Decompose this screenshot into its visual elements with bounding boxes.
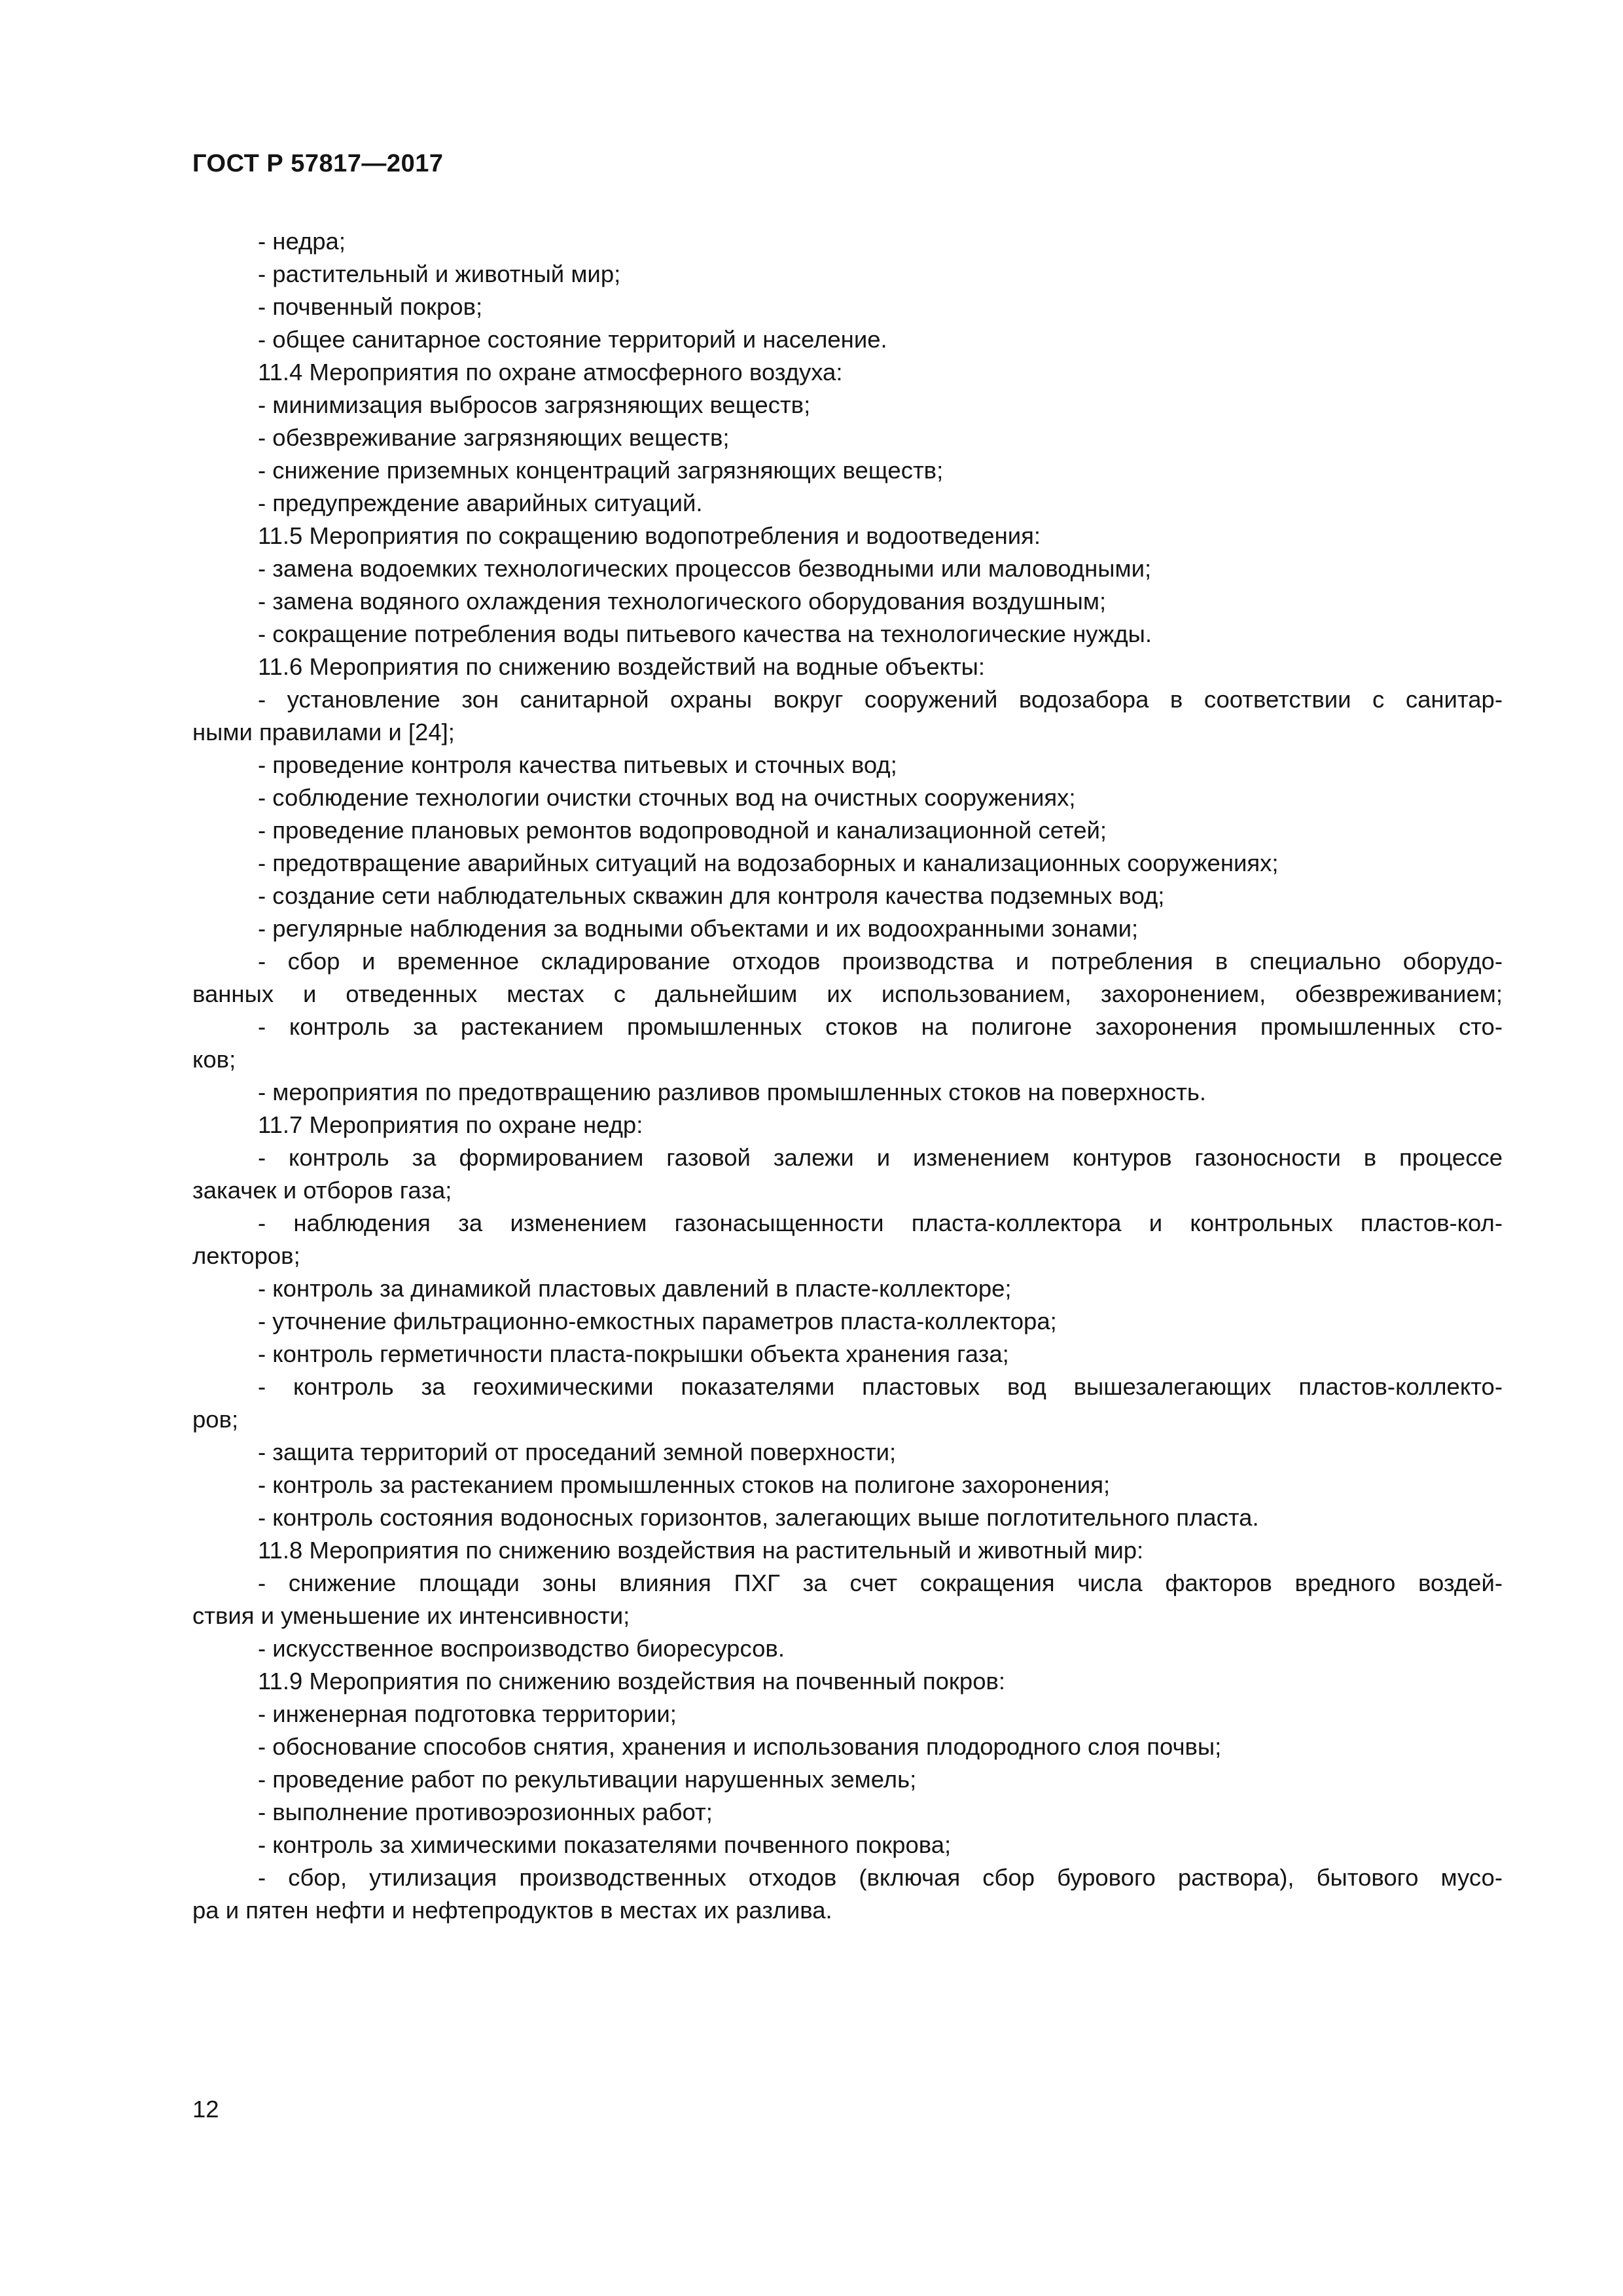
list-item: - искусственное воспроизводство биоресурсов. [258, 1635, 785, 1662]
list-item: - контроль за формированием газовой залежи и изменением контуров газоносности в процессе [258, 1144, 1503, 1171]
list-item: - контроль состояния водоносных горизонтов, залегающих выше поглотительного пласта. [258, 1504, 1259, 1531]
section-heading: 11.7 Мероприятия по охране недр: [258, 1111, 643, 1138]
list-item-continuation: лекторов; [192, 1242, 300, 1269]
list-item: - контроль за растеканием промышленных стоков на полигоне захоронения промышленных сто- [258, 1013, 1503, 1040]
page-number: 12 [192, 2096, 219, 2123]
list-item: - наблюдения за изменением газонасыщенности пласта-коллектора и контрольных пластов-кол- [258, 1210, 1503, 1236]
list-item: - предупреждение аварийных ситуаций. [258, 490, 703, 516]
list-item-continuation: ванных и отведенных местах с дальнейшим их использованием, захоронением, обезвреживанием; [192, 980, 1503, 1007]
list-item: - сокращение потребления воды питьевого качества на технологические нужды. [258, 620, 1152, 647]
section-heading: 11.4 Мероприятия по охране атмосферного воздуха: [258, 359, 843, 386]
list-item-continuation: закачек и отборов газа; [192, 1177, 452, 1204]
list-item: - снижение приземных концентраций загрязняющих веществ; [258, 457, 944, 484]
list-item: - контроль за химическими показателями почвенного покрова; [258, 1831, 952, 1858]
list-item: - контроль за динамикой пластовых давлений в пласте-коллекторе; [258, 1275, 1012, 1302]
list-item-continuation: ров; [192, 1406, 239, 1433]
list-item-continuation: ков; [192, 1046, 236, 1073]
section-heading: 11.6 Мероприятия по снижению воздействий на водные объекты: [258, 653, 986, 680]
list-item: - сбор, утилизация производственных отходов (включая сбор бурового раствора), бытового мусо- [258, 1864, 1503, 1891]
list-item: - замена водяного охлаждения технологического оборудования воздушным; [258, 588, 1107, 615]
list-item: - проведение плановых ремонтов водопроводной и канализационной сетей; [258, 817, 1107, 844]
list-item-continuation: ными правилами и [24]; [192, 719, 455, 745]
list-item: - контроль герметичности пласта-покрышки объекта хранения газа; [258, 1340, 1009, 1367]
list-item: - инженерная подготовка территории; [258, 1700, 677, 1727]
list-item: - установление зон санитарной охраны вокруг сооружений водозабора в соответствии с санитар- [258, 686, 1503, 713]
section-heading: 11.5 Мероприятия по сокращению водопотребления и водоотведения: [258, 522, 1041, 549]
list-item: - уточнение фильтрационно-емкостных параметров пласта-коллектора; [258, 1308, 1057, 1335]
list-item: - контроль за геохимическими показателями пластовых вод вышезалегающих пластов-коллекто- [258, 1373, 1503, 1400]
list-item: - проведение работ по рекультивации нарушенных земель; [258, 1766, 917, 1793]
list-item: - создание сети наблюдательных скважин для контроля качества подземных вод; [258, 882, 1165, 909]
list-item: - недра; [258, 228, 346, 255]
list-item: - регулярные наблюдения за водными объектами и их водоохранными зонами; [258, 915, 1139, 942]
document-body [192, 225, 1503, 1927]
list-item: - растительный и животный мир; [258, 260, 621, 287]
list-item: - предотвращение аварийных ситуаций на водозаборных и канализационных сооружениях; [258, 850, 1279, 876]
list-item: - общее санитарное состояние территорий и население. [258, 326, 887, 353]
list-item: - проведение контроля качества питьевых и сточных вод; [258, 751, 897, 778]
list-item: - мероприятия по предотвращению разливов промышленных стоков на поверхность. [258, 1079, 1207, 1105]
list-item: - соблюдение технологии очистки сточных вод на очистных сооружениях; [258, 784, 1076, 811]
list-item: - выполнение противоэрозионных работ; [258, 1799, 713, 1825]
list-item: - снижение площади зоны влияния ПХГ за счет сокращения числа факторов вредного воздей- [258, 1570, 1503, 1596]
section-heading: 11.8 Мероприятия по снижению воздействия на растительный и животный мир: [258, 1537, 1144, 1564]
list-item: - контроль за растеканием промышленных стоков на полигоне захоронения; [258, 1471, 1111, 1498]
list-item: - обезвреживание загрязняющих веществ; [258, 424, 730, 451]
list-item: - сбор и временное складирование отходов производства и потребления в специально оборудо- [258, 948, 1503, 975]
list-item-continuation: ствия и уменьшение их интенсивности; [192, 1602, 630, 1629]
section-heading: 11.9 Мероприятия по снижению воздействия на почвенный покров: [258, 1668, 1006, 1695]
list-item: - почвенный покров; [258, 293, 483, 320]
document-header: ГОСТ Р 57817—2017 [192, 150, 444, 177]
list-item: - обоснование способов снятия, хранения и использования плодородного слоя почвы; [258, 1733, 1222, 1760]
list-item: - защита территорий от проседаний земной поверхности; [258, 1439, 897, 1465]
list-item: - минимизация выбросов загрязняющих веществ; [258, 391, 811, 418]
list-item: - замена водоемких технологических процессов безводными или маловодными; [258, 555, 1152, 582]
list-item-continuation: ра и пятен нефти и нефтепродуктов в местах их разлива. [192, 1897, 832, 1924]
